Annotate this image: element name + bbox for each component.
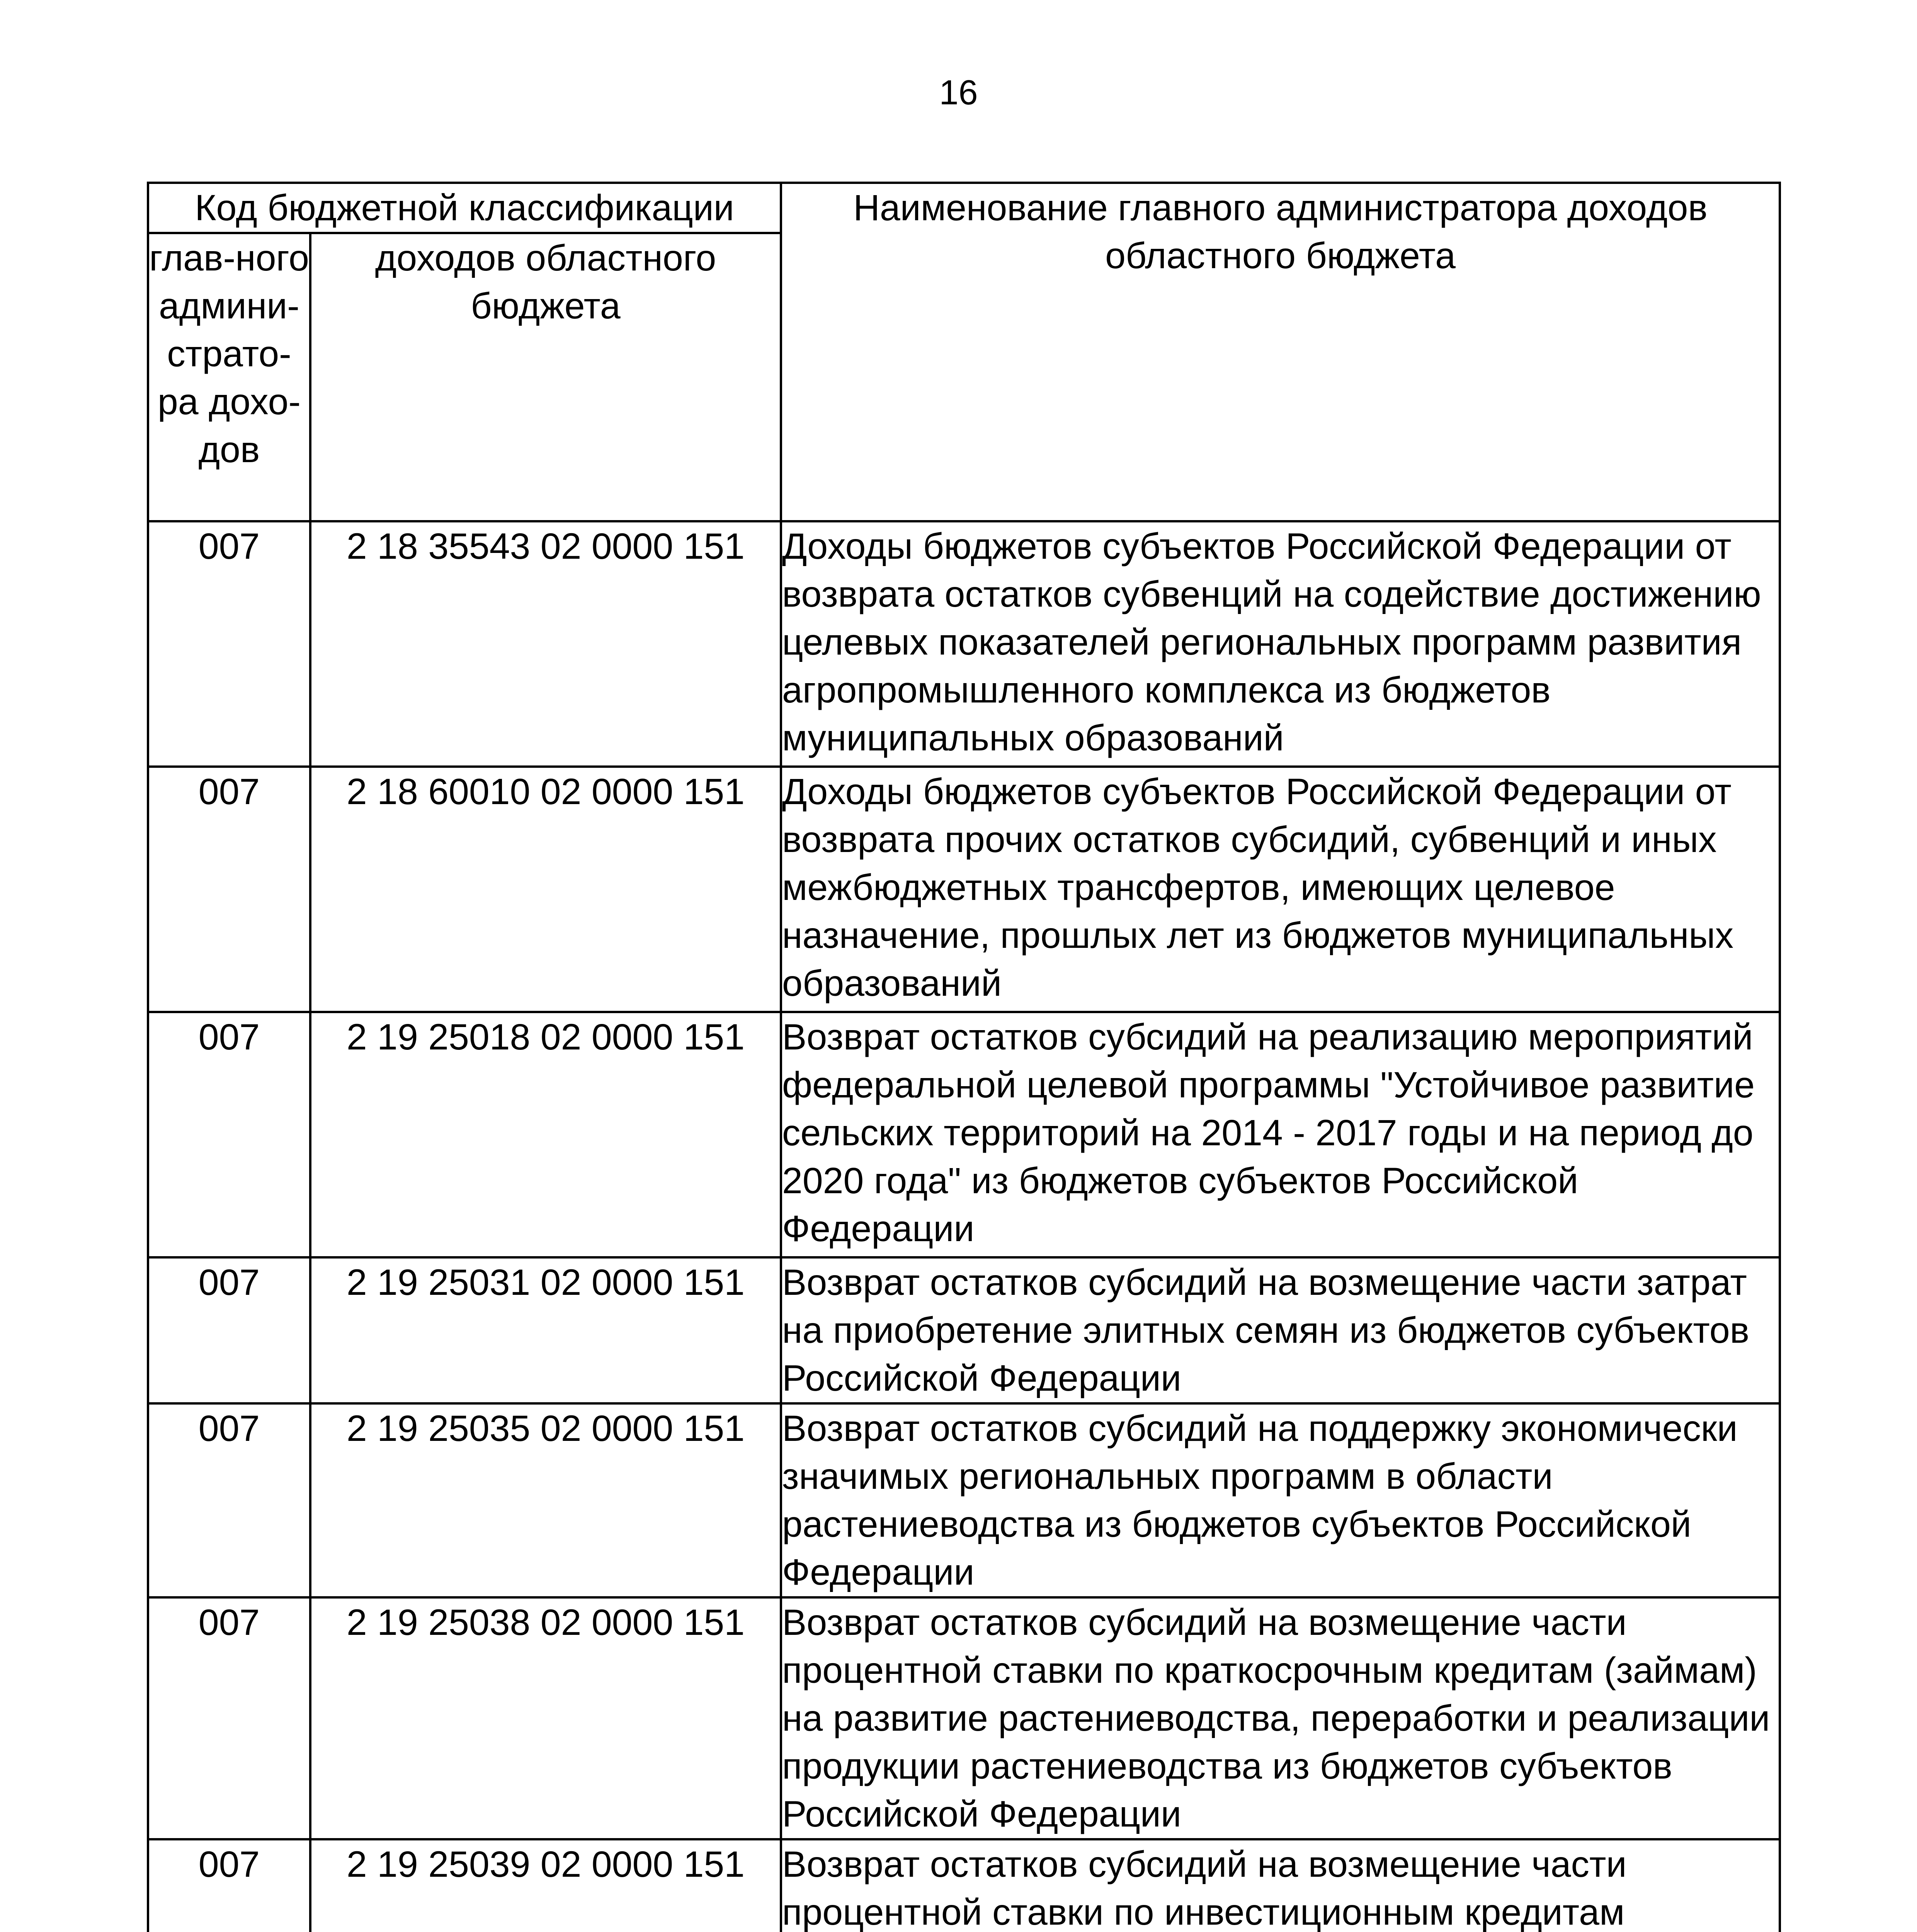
- table-header: [148, 183, 1780, 521]
- table-row: [148, 1839, 1780, 1932]
- admin-code-cell: 007: [148, 1012, 310, 1257]
- table-row: [148, 1012, 1780, 1257]
- budget-classification-table: [147, 182, 1781, 1932]
- header-chief-administrator: глав-ного админи-страто-ра дохо-дов: [148, 233, 310, 521]
- admin-code-cell: 007: [148, 521, 310, 767]
- income-name-cell: Возврат остатков субсидий на возмещение части затрат на приобретение элитных семян из бюджетов субъектов Российской Федерации: [781, 1257, 1780, 1403]
- income-code-cell: 2 19 25038 02 0000 151: [310, 1597, 781, 1839]
- income-code-cell: 2 19 25039 02 0000 151: [310, 1839, 781, 1932]
- admin-code-cell: 007: [148, 1257, 310, 1403]
- admin-code-cell: 007: [148, 1403, 310, 1597]
- table-row: [148, 521, 1780, 767]
- page-number: 16: [939, 73, 978, 112]
- table-row: [148, 1597, 1780, 1839]
- income-name-cell: Доходы бюджетов субъектов Российской Федерации от возврата остатков субвенций на содействие достижению целевых показателей региональных программ развития агропромышленного комплекса из бюджетов муниципальных образований: [781, 521, 1780, 767]
- header-administrator-name: Наименование главного администратора доходов областного бюджета: [781, 183, 1780, 521]
- admin-code-cell: 007: [148, 767, 310, 1012]
- income-code-cell: 2 18 60010 02 0000 151: [310, 767, 781, 1012]
- table-row: [148, 1403, 1780, 1597]
- table-row: [148, 1257, 1780, 1403]
- income-name-cell: Возврат остатков субсидий на реализацию мероприятий федеральной целевой программы "Устойчивое развитие сельских территорий на 2014 - 2017 годы и на период до 2020 года" из бюджетов субъектов Российской Федерации: [781, 1012, 1780, 1257]
- income-name-cell: Возврат остатков субсидий на возмещение части процентной ставки по краткосрочным кредитам (займам) на развитие растениеводства, переработки и реализации продукции растениеводства из бюджетов субъектов Российской Федерации: [781, 1597, 1780, 1839]
- income-code-cell: 2 19 25035 02 0000 151: [310, 1403, 781, 1597]
- header-regional-income: доходов областного бюджета: [310, 233, 781, 521]
- header-budget-classification-code: Код бюджетной классификации: [148, 183, 781, 233]
- table-row: [148, 767, 1780, 1012]
- income-code-cell: 2 19 25018 02 0000 151: [310, 1012, 781, 1257]
- admin-code-cell: 007: [148, 1597, 310, 1839]
- income-name-cell: Доходы бюджетов субъектов Российской Федерации от возврата прочих остатков субсидий, субвенций и иных межбюджетных трансфертов, имеющих целевое назначение, прошлых лет из бюджетов муниципальных образований: [781, 767, 1780, 1012]
- income-code-cell: 2 18 35543 02 0000 151: [310, 521, 781, 767]
- table-body: [148, 521, 1780, 1932]
- income-name-cell: Возврат остатков субсидий на возмещение части процентной ставки по инвестиционным кредитам: [781, 1839, 1780, 1932]
- admin-code-cell: 007: [148, 1839, 310, 1932]
- income-name-cell: Возврат остатков субсидий на поддержку экономически значимых региональных программ в области растениеводства из бюджетов субъектов Российской Федерации: [781, 1403, 1780, 1597]
- income-code-cell: 2 19 25031 02 0000 151: [310, 1257, 781, 1403]
